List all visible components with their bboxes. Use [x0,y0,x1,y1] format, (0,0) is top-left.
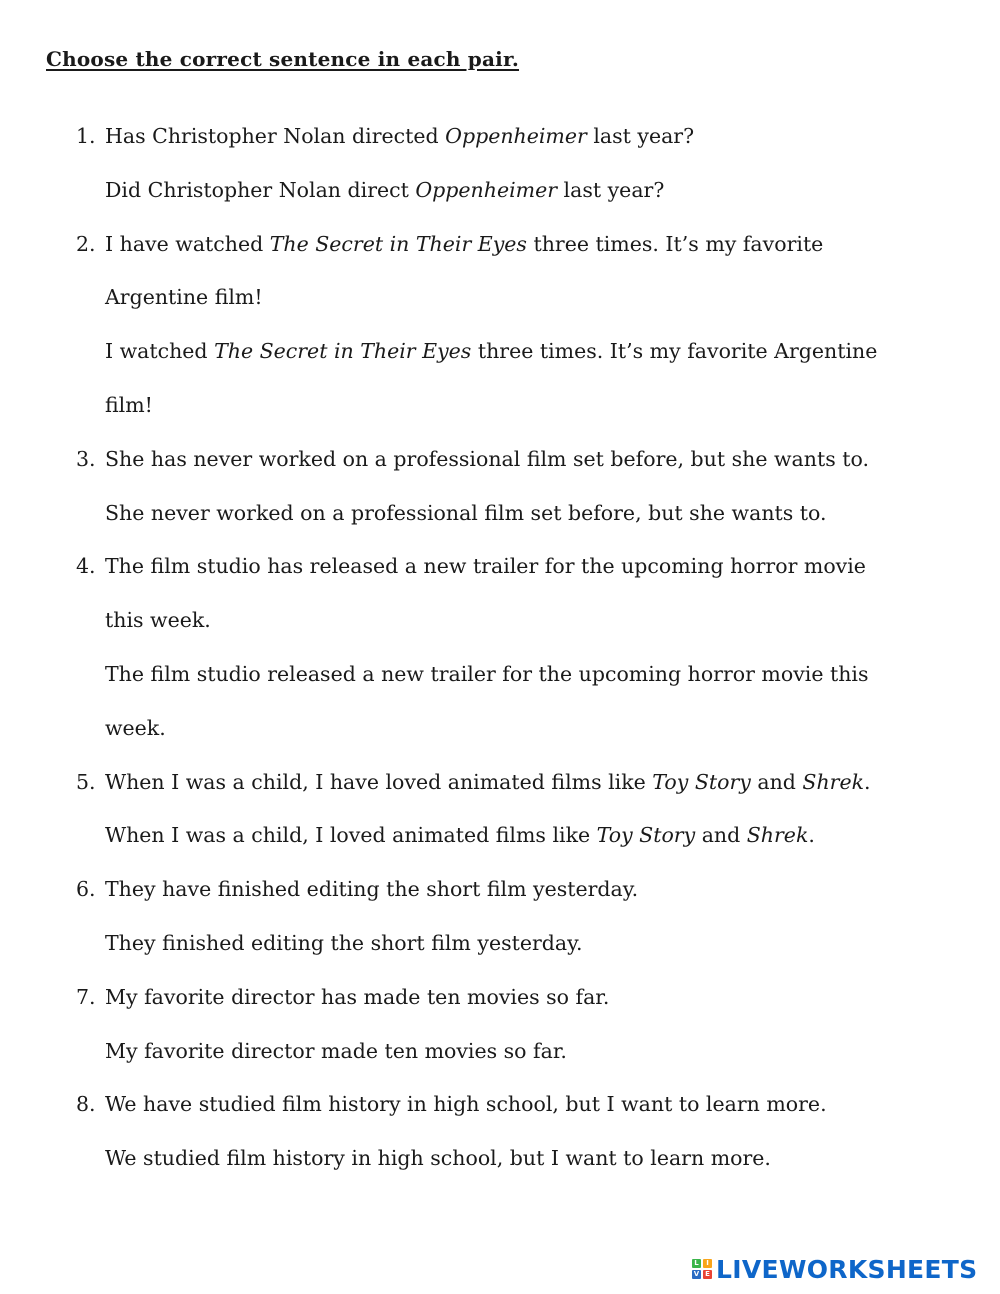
sentence-text: and [695,823,747,848]
sentence-line [0,540,1000,594]
sentence-line [0,594,1000,648]
sentence-line [0,325,1000,379]
sentence-line [0,917,1000,971]
sentence-text: week. [105,715,166,740]
sentence-text: three times. It’s my favorite Argentine [471,339,878,364]
film-title-text: The Secret in Their Eyes [269,231,527,256]
sentence-line [0,863,1000,917]
question-number: 1. [76,124,96,148]
question-number: 7. [76,984,96,1009]
sentence-line [0,433,1000,487]
sentence-text: last year? [557,177,665,202]
film-title-text: The Secret in Their Eyes [214,339,472,364]
film-title-text: Shrek [802,769,865,794]
sentence-text: They finished editing the short film yesterday. [105,930,583,955]
sentence-text: We have studied film history in high school, but I want to learn more. [105,1092,827,1117]
question-item [0,218,1000,433]
question-item [0,863,1000,971]
logo-text: LIVEWORKSHEETS [716,1254,978,1284]
question-number: 6. [76,877,96,902]
film-title-text: Toy Story [596,823,696,848]
sentence-line [0,971,1000,1025]
sentence-text: . [864,769,871,794]
question-item [0,1078,1000,1186]
sentence-line [0,110,1000,164]
question-item [0,971,1000,1079]
sentence-text: . [808,823,815,848]
logo-icon [692,1259,712,1279]
logo-tile: E [703,1270,712,1279]
sentence-text: When I was a child, I have loved animated films like [105,769,653,794]
question-item [0,540,1000,755]
sentence-text: Did Christopher Nolan direct [105,177,416,202]
film-title-text: Oppenheimer [415,177,558,202]
sentence-line [0,1132,1000,1186]
sentence-line [0,218,1000,272]
sentence-line [0,1025,1000,1079]
liveworksheets-logo [692,1252,977,1286]
sentence-text: She has never worked on a professional film set before, but she wants to. [105,446,869,471]
question-number: 2. [76,231,96,256]
film-title-text: Toy Story [652,769,751,794]
sentence-text: Argentine film! [105,285,263,310]
sentence-text: last year? [586,124,695,148]
sentence-line [0,702,1000,756]
sentence-text: My favorite director has made ten movies so far. [105,984,610,1009]
worksheet-title: Choose the correct sentence in each pair. [46,47,520,71]
film-title-text: Oppenheimer [445,124,587,148]
sentence-text: When I was a child, I loved animated films like [105,823,597,848]
sentence-text: The film studio released a new trailer for the upcoming horror movie this [105,661,869,686]
question-number: 5. [76,769,96,794]
film-title-text: Shrek [746,823,809,848]
sentence-text: My favorite director made ten movies so far. [105,1038,567,1063]
sentence-line [0,164,1000,218]
question-number: 3. [76,446,96,471]
sentence-line [0,271,1000,325]
sentence-line [0,648,1000,702]
sentence-line [0,809,1000,863]
question-item [0,756,1000,864]
sentence-text: this week. [105,608,211,633]
sentence-line [0,1078,1000,1132]
logo-tile: L [692,1259,701,1268]
sentence-text: three times. It’s my favorite [526,231,824,256]
question-number: 8. [76,1092,96,1117]
sentence-text: They have finished editing the short film yesterday. [105,877,639,902]
sentence-text: We studied film history in high school, but I want to learn more. [105,1146,771,1171]
sentence-line [0,487,1000,541]
question-list [0,110,1000,1186]
question-item [0,110,1000,218]
sentence-text: Has Christopher Nolan directed [105,124,446,148]
sentence-text: She never worked on a professional film set before, but she wants to. [105,500,827,525]
sentence-text: The film studio has released a new trailer for the upcoming horror movie [105,554,866,579]
sentence-line [0,756,1000,810]
sentence-text: I have watched [105,231,270,256]
sentence-text: film! [105,392,153,417]
logo-tile: V [693,1270,700,1278]
sentence-text: and [750,769,803,794]
sentence-text: I watched [105,339,215,364]
logo-tile: I [703,1259,712,1268]
sentence-line [0,379,1000,433]
question-number: 4. [76,554,96,579]
question-item [0,433,1000,541]
